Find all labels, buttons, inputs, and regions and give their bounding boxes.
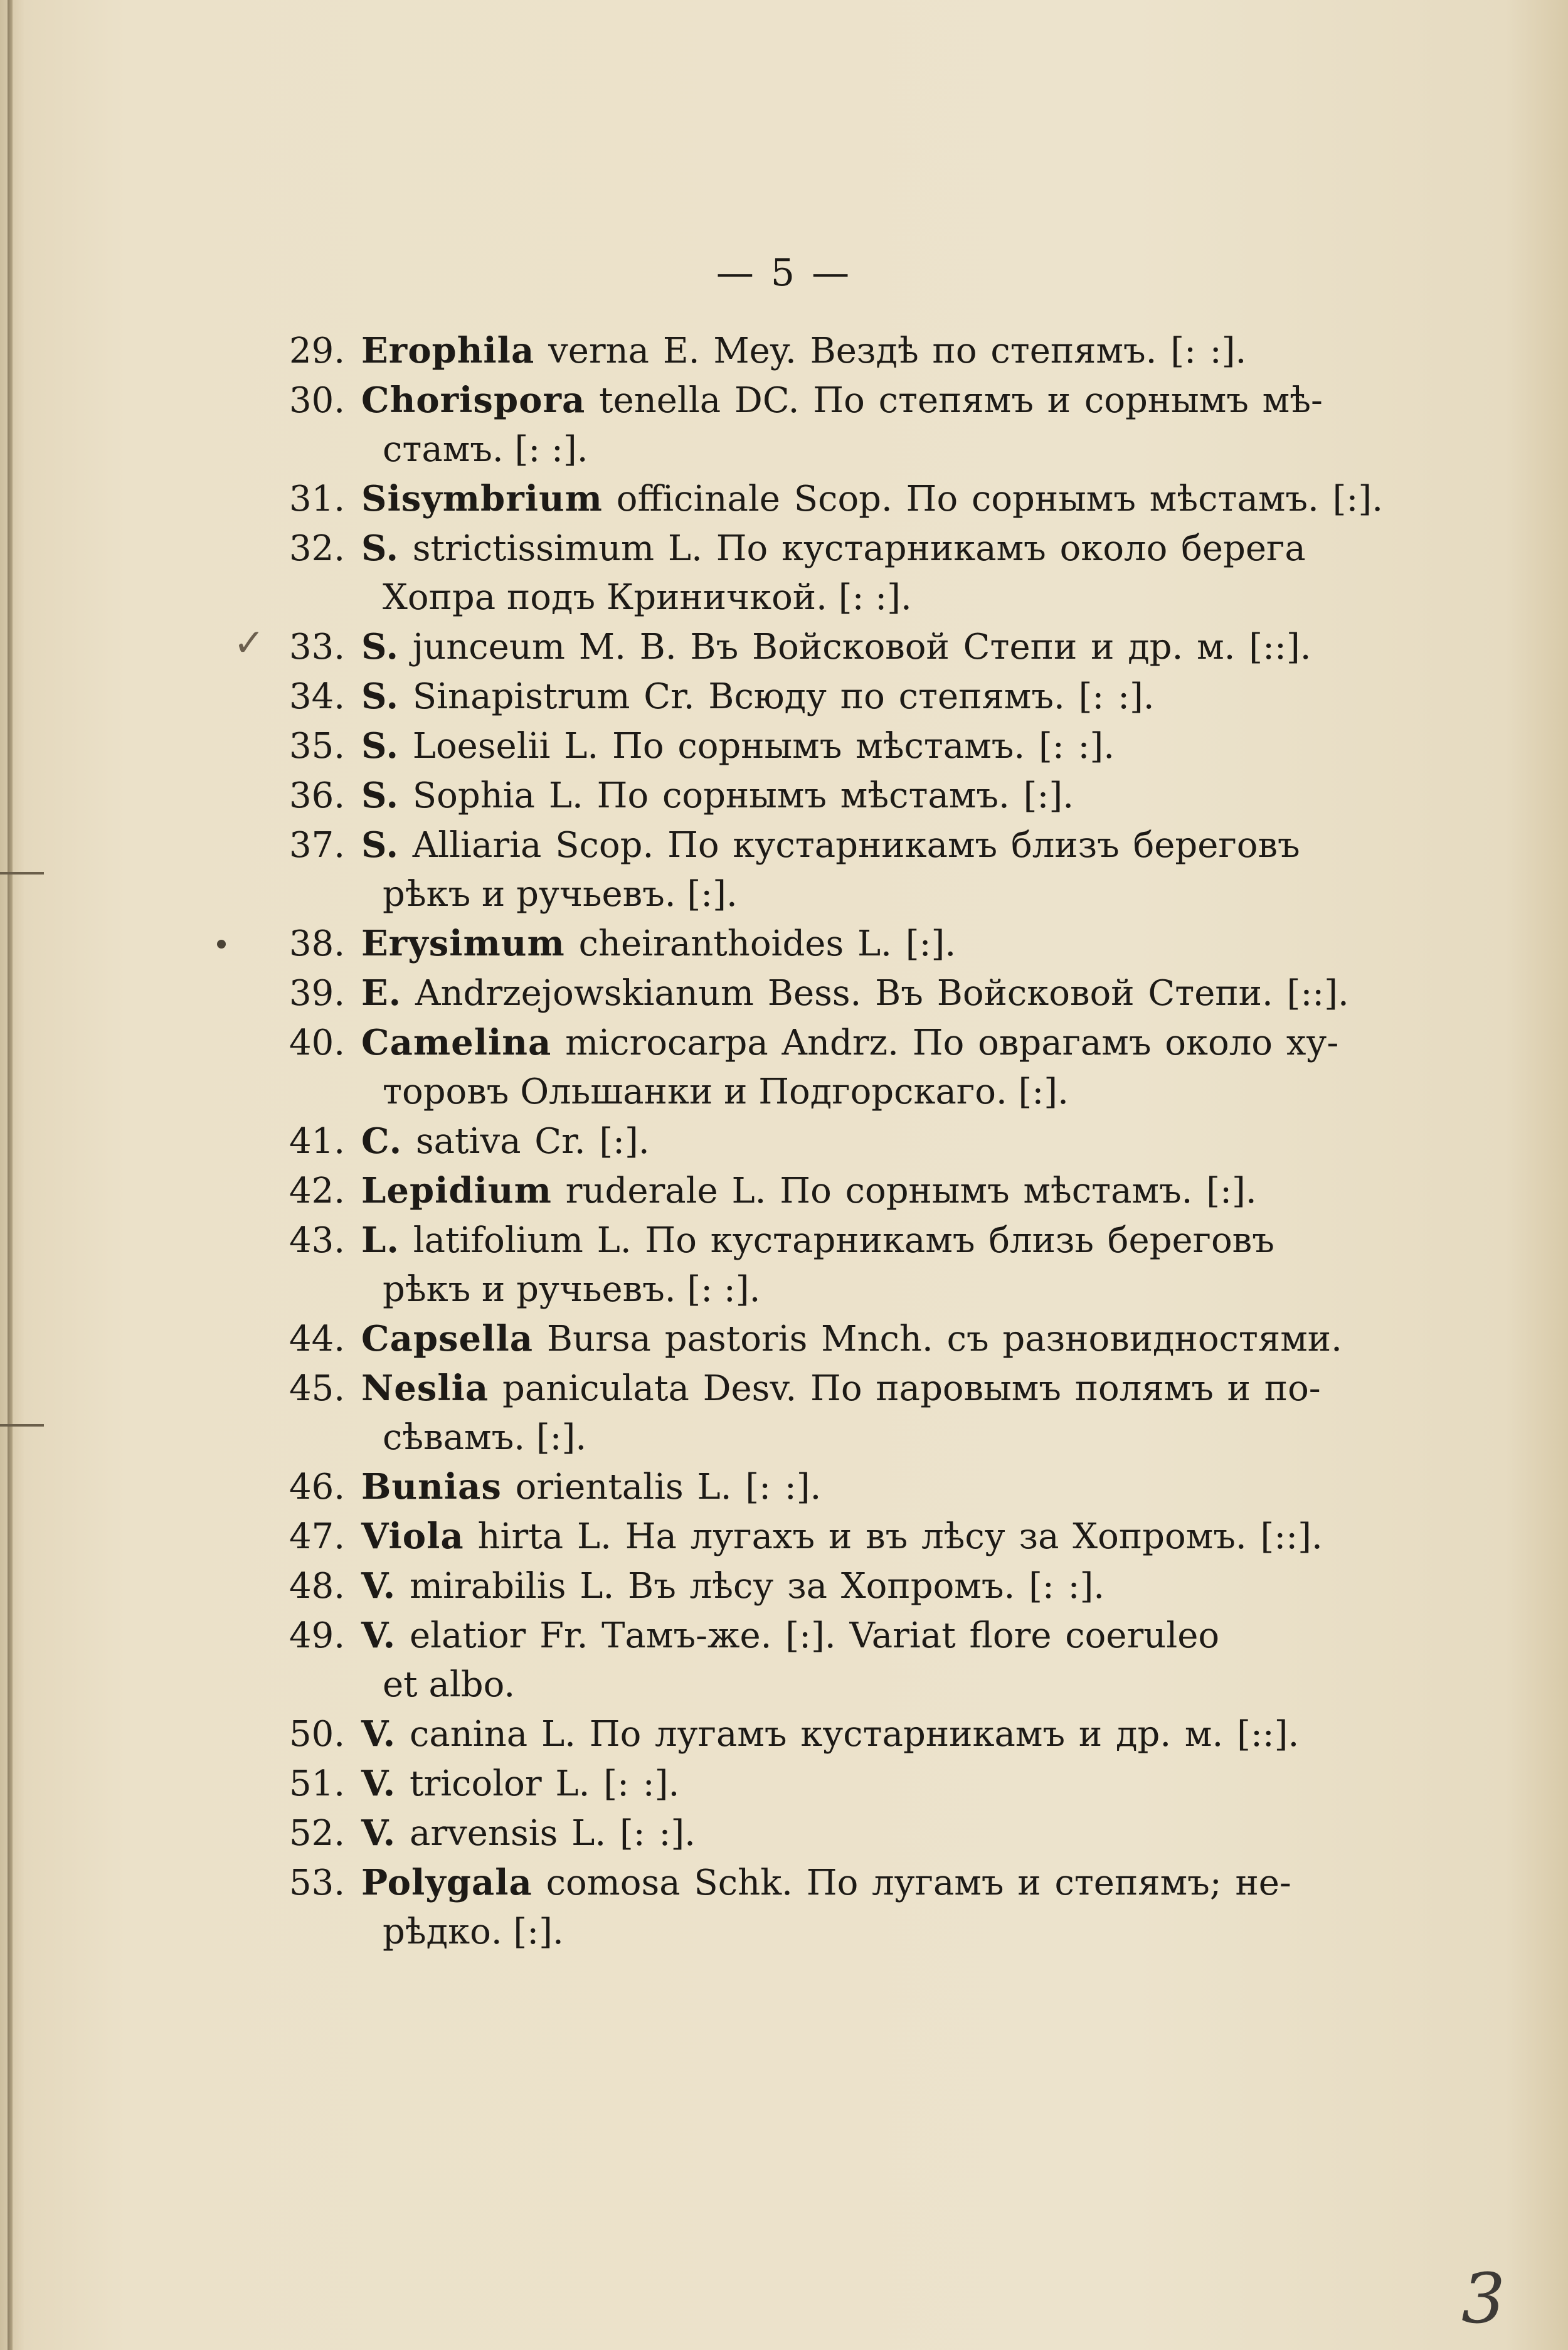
margin-check-mark: ✓ [233, 621, 265, 665]
margin-tick [0, 1424, 44, 1427]
entry-line [276, 1709, 1300, 1759]
entry-text: microcarpa Andrz. По оврагамъ около ху- [565, 1023, 1339, 1063]
entry-number: 52. [289, 1813, 345, 1854]
entry-line [276, 1018, 1339, 1068]
entry-number: 41. [289, 1121, 345, 1162]
genus-name: Viola [361, 1516, 464, 1557]
entry-number: 38. [289, 923, 345, 964]
species-entry [276, 1709, 1300, 1759]
species-entry [276, 326, 1247, 376]
entry-continuation: сѣвамъ. [:]. [383, 1417, 587, 1458]
genus-name: Neslia [361, 1368, 489, 1409]
entry-number: 31. [289, 479, 345, 519]
species-entry [276, 524, 1306, 622]
genus-name: Camelina [361, 1022, 552, 1063]
entry-text: canina L. По лугамъ кустарникамъ и др. м. [::]. [409, 1714, 1300, 1755]
entry-text: latifolium L. По кустарникамъ близь береговъ [413, 1220, 1274, 1261]
genus-name: S. [361, 725, 399, 767]
entry-number: 37. [289, 825, 345, 866]
species-entry [276, 771, 1242, 821]
species-entry [276, 376, 1323, 474]
entry-text: ruderale L. По сорнымъ мѣстамъ. [:]. [565, 1171, 1257, 1211]
genus-name: S. [361, 528, 399, 569]
entry-number: 40. [289, 1023, 345, 1063]
species-entry [276, 821, 1300, 919]
entry-continuation: рѣдко. [:]. [383, 1911, 564, 1952]
entry-text: mirabilis L. Въ лѣсу за Хопромъ. [: :]. [409, 1566, 1105, 1607]
entry-line [276, 721, 1242, 771]
entry-text: Andrzejowskianum Bess. Въ Войсковой Степи. [::]. [415, 973, 1349, 1014]
species-entry [276, 1809, 1242, 1858]
genus-name: Sisymbrium [361, 478, 603, 519]
species-list [276, 326, 1383, 1957]
genus-name: S. [361, 676, 399, 717]
entry-text: strictissimum L. По кустарникамъ около берега [412, 528, 1306, 569]
entry-text: junceum M. B. Въ Войсковой Степи и др. м. [::]. [412, 627, 1311, 667]
entry-line [276, 969, 1349, 1018]
genus-name: E. [361, 972, 402, 1014]
entry-text: tenella DC. По степямъ и сорнымъ мѣ- [599, 380, 1323, 421]
entry-line [276, 1117, 1242, 1166]
genus-name: Lepidium [361, 1170, 552, 1211]
species-entry [276, 474, 1383, 524]
handwritten-page-mark: 3 [1461, 2258, 1505, 2339]
entry-line [276, 672, 1242, 721]
entry-line [276, 524, 1306, 573]
entry-number: 46. [289, 1467, 345, 1507]
entry-continuation: стамъ. [: :]. [383, 429, 588, 470]
entry-line [276, 821, 1300, 870]
entry-text: Loeselii L. По сорнымъ мѣстамъ. [: :]. [412, 726, 1115, 767]
species-entry [276, 969, 1349, 1018]
entry-number: 29. [289, 331, 345, 371]
genus-name: Erophila [361, 330, 535, 371]
entry-line [276, 771, 1242, 821]
genus-name: S. [361, 626, 399, 667]
genus-name: Chorispora [361, 380, 586, 421]
genus-name: V. [361, 1713, 396, 1755]
entry-number: 35. [289, 726, 345, 767]
species-entry [276, 1759, 1242, 1809]
entry-continuation: Хопра подъ Криничкой. [: :]. [383, 577, 912, 618]
species-entry [276, 721, 1242, 771]
entry-number: 53. [289, 1863, 345, 1903]
entry-number: 50. [289, 1714, 345, 1755]
entry-number: 44. [289, 1319, 345, 1359]
ink-dot [217, 940, 226, 949]
entry-text: elatior Fr. Тамъ-же. [:]. Variat flore coeruleo [409, 1615, 1220, 1656]
entry-line [276, 1462, 1242, 1512]
entry-number: 42. [289, 1171, 345, 1211]
species-entry [276, 672, 1242, 721]
binding-edge [8, 0, 13, 2350]
entry-number: 45. [289, 1368, 345, 1409]
entry-text: paniculata Desv. По паровымъ полямъ и по- [502, 1368, 1321, 1409]
species-entry [276, 1314, 1342, 1364]
species-entry [276, 1561, 1242, 1611]
genus-name: C. [361, 1120, 403, 1162]
entry-line [276, 622, 1311, 672]
genus-name: S. [361, 824, 399, 866]
entry-number: 48. [289, 1566, 345, 1607]
entry-continuation: et albo. [383, 1664, 516, 1705]
entry-line [276, 326, 1247, 376]
genus-name: L. [361, 1220, 400, 1261]
entry-number: 39. [289, 973, 345, 1014]
entry-text: sativa Cr. [:]. [415, 1121, 650, 1162]
entry-line [276, 1364, 1321, 1413]
entry-number: 47. [289, 1516, 345, 1557]
entry-text: verna E. Mey. Вездѣ по степямъ. [: :]. [548, 331, 1247, 371]
genus-name: V. [361, 1565, 396, 1607]
entry-text: arvensis L. [: :]. [409, 1813, 696, 1854]
entry-line [276, 1314, 1342, 1364]
entry-text: tricolor L. [: :]. [409, 1763, 680, 1804]
entry-continuation: рѣкъ и ручьевъ. [: :]. [383, 1269, 761, 1310]
entry-line [276, 474, 1383, 524]
genus-name: S. [361, 775, 399, 816]
entry-text: cheiranthoides L. [:]. [578, 923, 956, 964]
entry-line [276, 1611, 1242, 1661]
entry-text: officinale Scop. По сорнымъ мѣстамъ. [:]. [616, 479, 1383, 519]
species-entry [276, 1018, 1339, 1117]
species-entry [276, 622, 1311, 672]
genus-name: V. [361, 1812, 396, 1854]
entry-line [276, 1809, 1242, 1858]
entry-number: 43. [289, 1220, 345, 1261]
margin-tick [0, 872, 44, 875]
species-entry [276, 1512, 1323, 1561]
entry-line [276, 1166, 1257, 1216]
species-entry [276, 919, 1242, 969]
entry-text: Sinapistrum Cr. Всюду по степямъ. [: :]. [412, 676, 1155, 717]
entry-line [276, 1561, 1242, 1611]
page-number: — 5 — [716, 251, 852, 295]
genus-name: Bunias [361, 1466, 502, 1507]
species-entry [276, 1117, 1242, 1166]
entry-text: Sophia L. По сорнымъ мѣстамъ. [:]. [412, 775, 1074, 816]
entry-text: Bursa pastoris Mnch. съ разновидностями. [546, 1319, 1342, 1359]
entry-number: 32. [289, 528, 345, 569]
genus-name: Polygala [361, 1862, 532, 1903]
entry-number: 49. [289, 1615, 345, 1656]
species-entry [276, 1216, 1274, 1314]
entry-line [276, 1858, 1291, 1908]
entry-line [276, 919, 1242, 969]
genus-name: Capsella [361, 1318, 533, 1359]
entry-continuation: торовъ Ольшанки и Подгорскаго. [:]. [383, 1071, 1069, 1112]
entry-continuation: рѣкъ и ручьевъ. [:]. [383, 874, 738, 915]
species-entry [276, 1166, 1257, 1216]
entry-text: hirta L. На лугахъ и въ лѣсу за Хопромъ. [::]. [477, 1516, 1323, 1557]
entry-line [276, 376, 1323, 425]
entry-number: 36. [289, 775, 345, 816]
genus-name: Erysimum [361, 923, 565, 964]
entry-number: 33. [289, 627, 345, 667]
entry-text: orientalis L. [: :]. [515, 1467, 822, 1507]
entry-text: Alliaria Scop. По кустарникамъ близъ береговъ [412, 825, 1300, 866]
entry-line [276, 1759, 1242, 1809]
species-entry [276, 1611, 1242, 1709]
entry-number: 34. [289, 676, 345, 717]
entry-number: 30. [289, 380, 345, 421]
entry-line [276, 1512, 1323, 1561]
species-entry [276, 1462, 1242, 1512]
genus-name: V. [361, 1763, 396, 1804]
entry-line [276, 1216, 1274, 1265]
species-entry [276, 1858, 1291, 1957]
entry-text: comosa Schk. По лугамъ и степямъ; не- [546, 1863, 1291, 1903]
genus-name: V. [361, 1615, 396, 1656]
entry-number: 51. [289, 1763, 345, 1804]
species-entry [276, 1364, 1321, 1462]
